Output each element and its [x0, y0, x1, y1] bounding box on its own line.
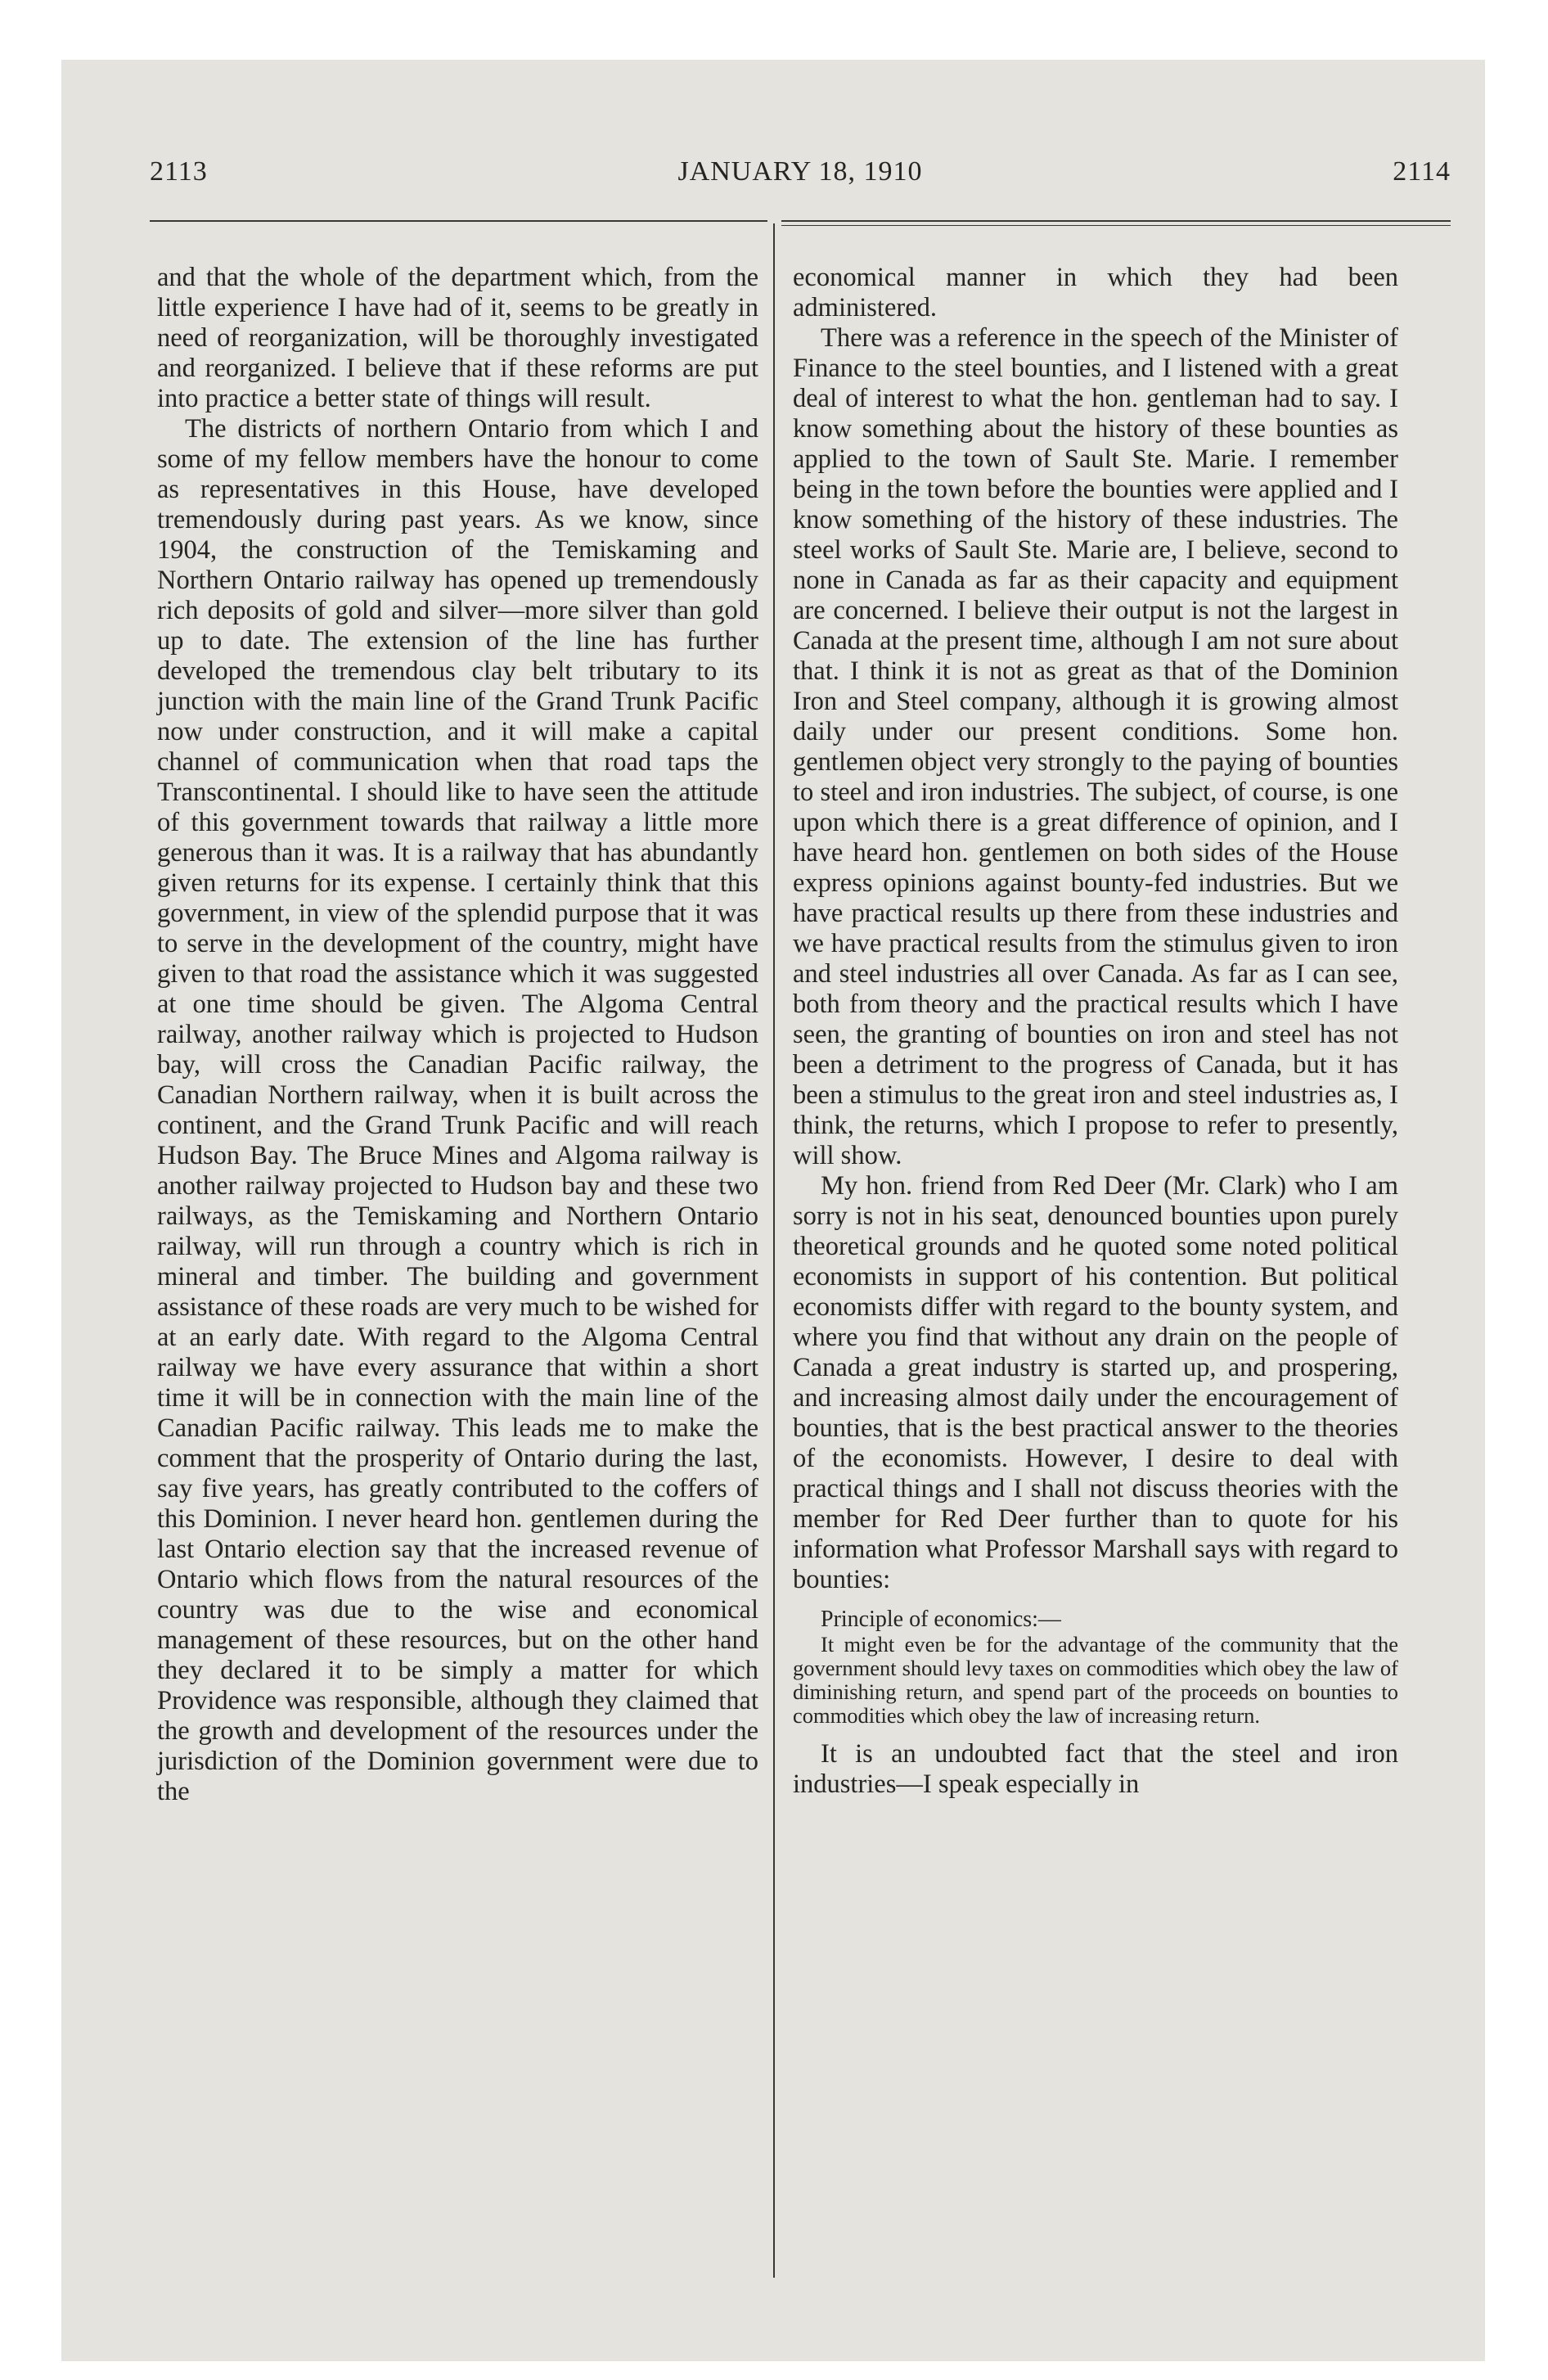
paragraph: My hon. friend from Red Deer (Mr. Clark) who I am sorry is not in his seat, denounced bounties upon purely theoretical grounds and he quoted some noted political economists in support of his contention. But political economists differ with regard to the bounty system, and where you find that without any drain on the people of Canada a great industry is started up, and prospering, and increasing almost daily under the encouragement of bounties, that is the best practical answer to the theories of the economists. However, I desire to deal with practical things and I shall not discuss theories with the member for Red Deer further than to quote for his information what Professor Marshall says with regard to bounties:	[793, 1171, 1398, 1594]
paragraph: economical manner in which they had been administered.	[793, 263, 1398, 322]
block-quote: It might even be for the advantage of the community that the government should levy taxes on commodities which obey the law of diminishing return, and spend part of the proceeds on bounties to commodities which obey the law of increasing return.	[793, 1632, 1398, 1728]
page-header	[150, 156, 1451, 205]
column-divider	[773, 223, 775, 2278]
header-rule-right-second	[781, 225, 1451, 226]
left-column	[157, 263, 758, 1807]
paragraph: The districts of northern Ontario from which I and some of my fellow members have the honour to come as representatives in this House, have developed tremendously during past years. As we know, since 1904, the construction of the Temiskaming and Northern Ontario railway has opened up tremendously rich deposits of gold and silver—more silver than gold up to date. The extension of the line has further developed the tremendous clay belt tributary to its junction with the main line of the Grand Trunk Pacific now under construction, and it will make a capital channel of communication when that road taps the Transcontinental. I should like to have seen the attitude of this government towards that railway a little more generous than it was. It is a railway that has abundantly given returns for its expense. I certainly think that this government, in view of the splendid purpose that it was to serve in the development of the country, might have given to that road the assistance which it was suggested at one time should be given. The Algoma Central railway, another railway which is projected to Hudson bay, will cross the Canadian Pacific railway, the Canadian Northern railway, when it is built across the continent, and the Grand Trunk Pacific and will reach Hudson Bay. The Bruce Mines and Algoma railway is another railway projected to Hudson bay and these two railways, as the Temiskaming and Northern Ontario railway, will run through a country which is rich in mineral and timber. The building and government assistance of these roads are very much to be wished for at an early date. With regard to the Algoma Central railway we have every assurance that within a short time it will be in connection with the main line of the Canadian Pacific railway. This leads me to make the comment that the prosperity of Ontario during the last, say five years, has greatly contributed to the coffers of this Dominion. I never heard hon. gentlemen during the last Ontario election say that the increased revenue of Ontario which flows from the natural resources of the country was due to the wise and economical management of these resources, but on the other hand they declared it to be simply a matter for which Providence was responsible, although they claimed that the growth and development of the resources under the jurisdiction of the Dominion government were due to the	[157, 414, 758, 1806]
paragraph: There was a reference in the speech of the Minister of Finance to the steel bounties, and I listened with a great deal of interest to what the hon. gentleman had to say. I know something about the history of these bounties as applied to the town of Sault Ste. Marie. I remember being in the town before the bounties were applied and I know something of the history of these industries. The steel works of Sault Ste. Marie are, I believe, second to none in Canada as far as their capacity and equipment are concerned. I believe their output is not the largest in Canada at the present time, although I am not sure about that. I think it is not as great as that of the Dominion Iron and Steel company, although it is growing almost daily under our present conditions. Some hon. gentlemen object very strongly to the paying of bounties to steel and iron industries. The subject, of course, is one upon which there is a great difference of opinion, and I have heard hon. gentlemen on both sides of the House express opinions against bounty-fed industries. But we have practical results up there from these industries and we have practical results from the stimulus given to iron and steel industries all over Canada. As far as I can see, both from theory and the practical results which I have seen, the granting of bounties on iron and steel has not been a detriment to the progress of Canada, but it has been a stimulus to the great iron and steel industries as, I think, the returns, which I propose to refer to presently, will show.	[793, 323, 1398, 1170]
header-date: JANUARY 18, 1910	[677, 156, 923, 187]
scanned-page	[61, 60, 1485, 2361]
page-number-right: 2114	[1393, 156, 1451, 187]
paragraph: It is an undoubted fact that the steel and iron industries—I speak especially in	[793, 1739, 1398, 1799]
page-number-left: 2113	[150, 156, 208, 187]
paragraph: and that the whole of the department which, from the little experience I have had of it, seems to be greatly in need of reorganization, will be thoroughly investigated and reorganized. I believe that if these reforms are put into practice a better state of things will result.	[157, 263, 758, 413]
right-column	[793, 263, 1398, 1800]
header-rule-left	[150, 220, 767, 222]
header-rule-right	[781, 220, 1451, 222]
quote-heading: Principle of economics:—	[821, 1607, 1061, 1632]
